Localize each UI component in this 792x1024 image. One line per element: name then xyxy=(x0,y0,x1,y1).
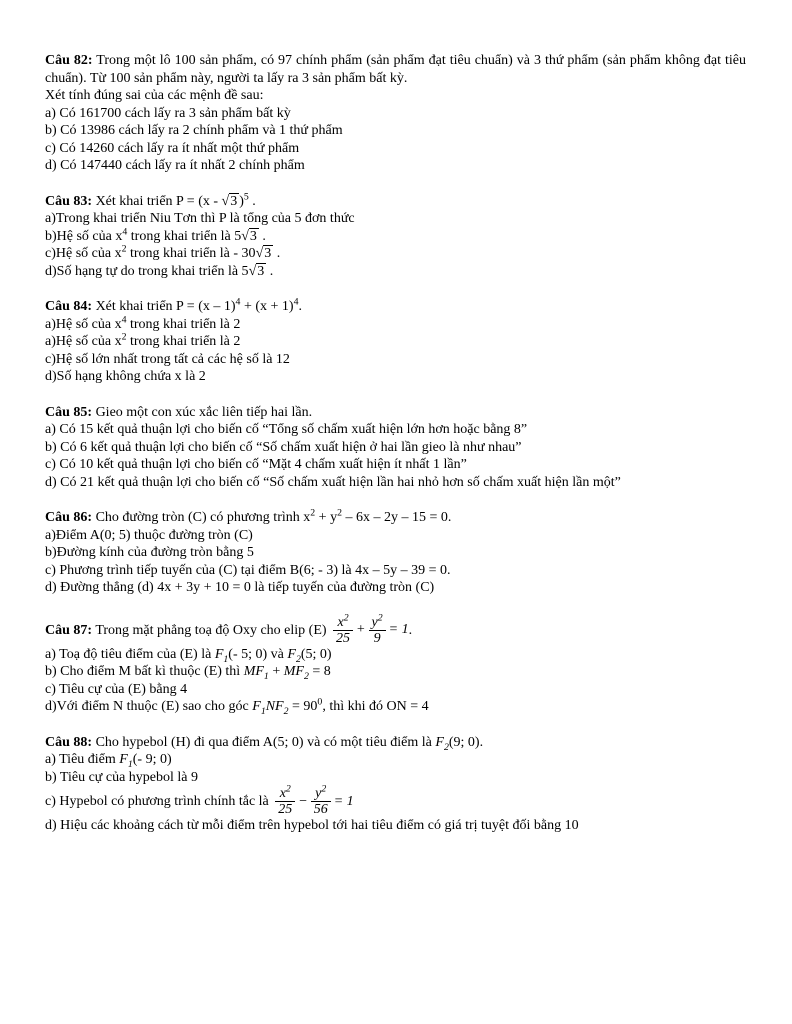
question-intro: Câu 84: Xét khai triển $P = (x - 1)^4 + (x + 1)^4$. xyxy=(45,296,302,314)
subscript: 1 xyxy=(127,759,133,771)
question-intro: Câu 88: Cho hypebol (H) đi qua điểm A(5; 0) và có một tiêu điểm là $F_2(9$; 0). xyxy=(45,734,484,753)
question-line: d) Hiệu các khoảng cách từ mỗi điểm trên hypebol tới hai tiêu điểm có giá trị tuyệt đối bằng 10 xyxy=(45,818,579,834)
question-intro: Câu 85: Gieo một con xúc xắc liên tiếp hai lần. xyxy=(45,404,313,420)
subscript: 1 xyxy=(263,671,269,683)
math-expression: $F_2$ xyxy=(435,734,449,753)
question-line: c)Hệ số của $x^2$ trong khai triển là - 30√3 . xyxy=(45,243,281,261)
question-line: a) Tiêu điểm $F_1(-$ 9; 0) xyxy=(45,752,172,771)
subscript: 1 xyxy=(260,706,266,718)
sqrt-radical: √3 xyxy=(241,228,257,244)
question-line: a) Có 161700 cách lấy ra 3 sản phẩm bất kỳ xyxy=(45,105,291,121)
question-line: d) Có 147440 cách lấy ra ít nhất 2 chính phẩm xyxy=(45,158,305,173)
fraction: $\frac{x^2}{25}$ xyxy=(275,786,295,817)
superscript: 2 xyxy=(337,507,342,519)
sqrt-radical: √3 xyxy=(221,193,238,209)
question-line: a) Có 15 kết quả thuận lợi cho biến cố “Tổng số chấm xuất hiện lớn hơn hoặc bằng 8” xyxy=(45,422,528,437)
fraction: $\frac{y^2}{56}$ xyxy=(311,786,331,817)
question-label: Câu 83: xyxy=(45,193,93,209)
superscript: 2 xyxy=(321,783,327,795)
superscript: 4 xyxy=(293,296,299,308)
math-expression: $MF_1$ xyxy=(243,664,269,683)
superscript: 4 xyxy=(121,313,127,325)
question-line: b) Có 13986 cách lấy ra 2 chính phẩm và 1 thứ phẩm xyxy=(45,123,343,138)
question-block xyxy=(45,298,746,386)
math-expression: $F_1$ xyxy=(214,646,229,665)
superscript: 2 xyxy=(121,243,127,255)
superscript: 0 xyxy=(317,696,323,708)
superscript: 2 xyxy=(121,331,127,343)
math-expression: $F_1$ xyxy=(119,752,133,771)
superscript: 2 xyxy=(377,611,383,623)
superscript: 2 xyxy=(310,507,316,519)
math-expression: $F_2$ xyxy=(287,646,301,665)
fraction: $\frac{x^2}{25}$ xyxy=(333,615,353,646)
question-line: b)Hệ số của $x^4$ trong khai triển là 5√3 . xyxy=(45,225,266,244)
question-line: b) Cho điểm M bất kì thuộc (E) thì $MF_1 + MF_2 = 8$ xyxy=(45,664,331,683)
question-line: d)Với điểm N thuộc (E) sao cho góc $F_1NF_2 = 90^0$, thì khi đó ON = 4 xyxy=(45,696,429,718)
subscript: 1 xyxy=(223,653,229,665)
question-line: a) Toạ độ tiêu điểm của (E) là $F_1(-$ 5; 0) và $F_2(5$; 0) xyxy=(45,646,332,665)
question-intro: Câu 86: Cho đường tròn (C) có phương trình $x^2 + y^2 - 6x - 2y - 15 = 0$. xyxy=(45,507,452,525)
question-line: a)Hệ số của $x^2$ trong khai triển là 2 xyxy=(45,331,241,349)
question-line: c)Hệ số lớn nhất trong tất cả các hệ số là 12 xyxy=(45,351,290,367)
question-block xyxy=(45,190,746,281)
question-line: d)Số hạng tự do trong khai triển là 5√3 . xyxy=(45,263,274,279)
question-label: Câu 84: xyxy=(45,299,93,314)
math-expression: $\frac{x^2}{25}$ + $\frac{y^2}{9}$ = 1 xyxy=(330,622,409,637)
superscript: 5 xyxy=(243,190,249,202)
question-block xyxy=(45,404,746,492)
question-line: a)Hệ số của $x^4$ trong khai triển là 2 xyxy=(45,313,241,332)
question-line: a)Trong khai triển Niu Tơn thì P là tổng của 5 đơn thức xyxy=(45,211,355,226)
question-label: Câu 88: xyxy=(45,734,93,750)
superscript: 4 xyxy=(235,296,241,308)
subscript: 2 xyxy=(443,741,449,753)
subscript: 2 xyxy=(283,706,289,718)
question-line: Xét tính đúng sai của các mệnh đề sau: xyxy=(45,88,264,103)
question-block xyxy=(45,52,746,175)
question-line: b) Có 6 kết quả thuận lợi cho biến cố “Số chấm xuất hiện ở hai lần gieo là như nhau” xyxy=(45,439,522,455)
question-intro: Câu 87: Trong mặt phẳng toạ độ Oxy cho elip (E) $\frac{x^2}{25}$ + $\frac{y^2}{9}$ = 1. xyxy=(45,611,413,646)
sqrt-radical: √3 xyxy=(248,263,265,279)
question-intro: Câu 83: Xét khai triển P = (x - √3 )$^5$ . xyxy=(45,190,256,209)
superscript: 2 xyxy=(285,783,291,795)
subscript: 2 xyxy=(295,653,301,665)
question-line: a)Điểm A(0; 5) thuộc đường tròn (C) xyxy=(45,527,253,543)
question-line: c) Phương trình tiếp tuyến của (C) tại điểm B(6; - 3) là 4x – 5y – 39 = 0. xyxy=(45,562,451,578)
fraction: $\frac{y^2}{9}$ xyxy=(369,615,386,646)
question-label: Câu 87: xyxy=(45,622,93,638)
question-label: Câu 82: xyxy=(45,53,93,68)
sqrt-radical: √3 xyxy=(255,246,272,261)
superscript: 2 xyxy=(343,611,349,623)
questions xyxy=(45,52,746,835)
math-expression: $\frac{x^2}{25}$ − $\frac{y^2}{56}$ = 1 xyxy=(272,794,353,809)
question-block xyxy=(45,734,746,835)
question-label: Câu 85: xyxy=(45,404,93,420)
question-line: d) Đường thẳng (d) 4x + 3y + 10 = 0 là tiếp tuyến của đường tròn (C) xyxy=(45,580,435,595)
question-label: Câu 86: xyxy=(45,510,93,525)
question-line: d) Có 21 kết quả thuận lợi cho biến cố “Số chấm xuất hiện lần hai nhỏ hơn số chấm xuất hiện lần một” xyxy=(45,474,621,490)
question-line: c) Tiêu cự của (E) bằng 4 xyxy=(45,681,188,697)
question-line: b) Tiêu cự của hypebol là 9 xyxy=(45,769,199,785)
question-line: c) Hypebol có phương trình chính tắc là $\frac{x^2}{25}$ − $\frac{y^2}{56}$ = 1 xyxy=(45,783,354,818)
question-line: d)Số hạng không chứa x là 2 xyxy=(45,369,206,384)
question-line: b)Đường kính của đường tròn bằng 5 xyxy=(45,545,254,560)
question-line: c) Có 10 kết quả thuận lợi cho biến cố “Mặt 4 chấm xuất hiện ít nhất 1 lần” xyxy=(45,457,467,472)
subscript: 2 xyxy=(303,671,309,683)
question-block xyxy=(45,611,746,718)
question-intro: Câu 82: Trong một lô 100 sản phẩm, có 97 chính phẩm (sản phẩm đạt tiêu chuẩn) và 3 thứ phẩm (sản phẩm không đạt tiêu chuẩn). Từ 100 sản phẩm này, người ta lấy ra 3 sản phẩm bất kỳ. xyxy=(45,53,746,86)
question-line: c) Có 14260 cách lấy ra ít nhất một thứ phẩm xyxy=(45,140,300,156)
math-expression: $F_1NF_2$ xyxy=(252,699,289,718)
superscript: 4 xyxy=(122,225,128,237)
math-expression: $MF_2$ xyxy=(283,664,309,683)
question-block xyxy=(45,509,746,597)
